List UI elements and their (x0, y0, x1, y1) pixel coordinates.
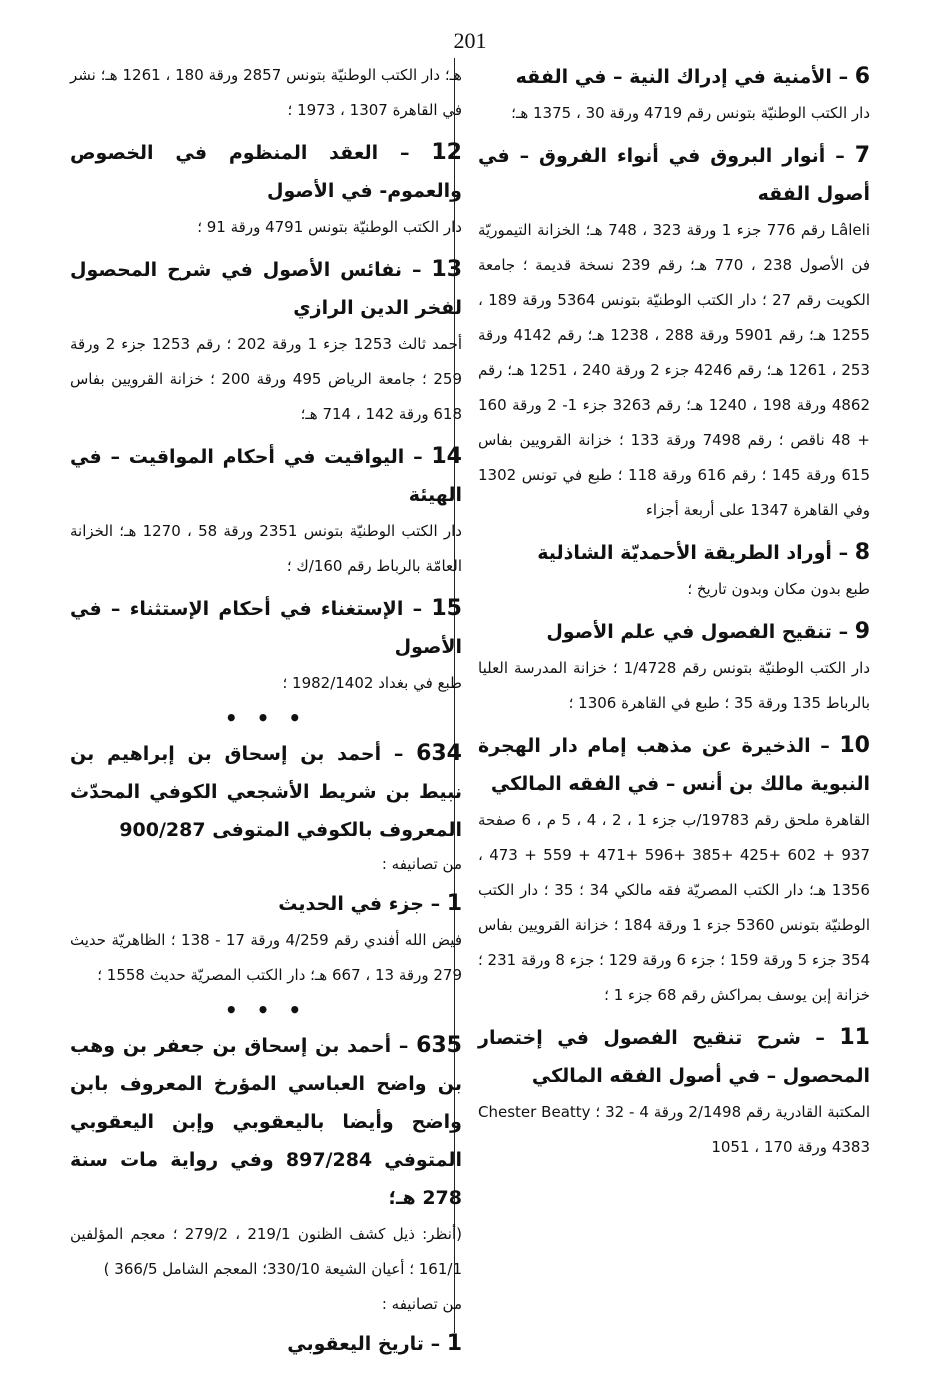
entry-heading: 7 – أنوار البروق في أنواء الفروق – في أصول الفقه (478, 143, 870, 205)
entry-body: دار الكتب الوطنيّة بتونس رقم 4719 ورقة 30 ، 1375 هـ؛ (511, 104, 870, 122)
entry-11 (478, 1019, 870, 1165)
entry-7 (478, 137, 870, 528)
entry-heading: 15 – الإستغناء في أحكام الإستثناء – في الأصول (70, 596, 462, 658)
entry-12 (70, 134, 462, 245)
entry-body: فيض الله أفندي رقم 4/259 ورقة 17 - 138 ؛ الظاهريّة حديث 279 ورقة 13 ، 667 هـ؛ دار الكتب المصريّة حديث 1558 ؛ (70, 931, 462, 984)
entry-number: 11 (839, 1025, 870, 1050)
entry-heading: 6 – الأمنية في إدراك النية – في الفقه (515, 64, 870, 89)
entry-title: تاريخ اليعقوبي (287, 1333, 424, 1355)
entry-body: دار الكتب الوطنيّة بتونس 2351 ورقة 58 ، 1270 هـ؛ الخزانة العامّة بالرباط رقم 160/ك ؛ (70, 522, 462, 575)
entry-body: هـ؛ دار الكتب الوطنيّة بتونس 2857 ورقة 180 ، 1261 هـ؛ نشر في القاهرة 1307 ، 1973 ؛ (70, 66, 462, 119)
entry-8 (478, 534, 870, 607)
section-separator: • • • (224, 706, 308, 730)
entry-body: دار الكتب الوطنيّة بتونس رقم 1/4728 ؛ خزانة المدرسة العليا بالرباط 135 ورقة 35 ؛ طبع في القاهرة 1306 ؛ (478, 659, 871, 712)
entry-body: طبع بدون مكان وبدون تاريخ ؛ (687, 580, 870, 598)
author-634 (70, 735, 462, 879)
entry-14 (70, 438, 462, 584)
entry-title: تنقيح الفصول في علم الأصول (546, 621, 832, 643)
entry-10 (478, 727, 870, 1013)
works-label: من تصانيفه : (381, 855, 462, 873)
entry-13 (70, 251, 462, 432)
entry-title: الأمنية في إدراك النية – في الفقه (515, 66, 832, 88)
entry-6 (478, 58, 870, 131)
entry-number: 12 (431, 140, 462, 165)
entry-635-1 (70, 1325, 462, 1363)
entry-continuation (70, 58, 462, 128)
section-separator: • • • (224, 998, 308, 1022)
entry-heading: 12 – العقد المنظوم في الخصوص والعموم- في الأصول (70, 140, 462, 202)
author-heading: 634 – أحمد بن إسحاق بن إبراهيم بن نبيط بن شريط الأشجعي الكوفي المحدّث المعروف بالكوفي المتوفى 900/287 (70, 741, 462, 841)
works-label: من تصانيفه : (381, 1295, 462, 1313)
entry-number: 14 (431, 444, 462, 469)
entry-title: اليواقيت في أحكام المواقيت – في الهيئة (70, 446, 462, 506)
entry-body: Lâleli رقم 776 جزء 1 ورقة 323 ، 748 هـ؛ الخزانة التيموريّة فن الأصول 238 ، 770 هـ؛ رقم 239 نسخة قديمة ؛ جامعة الكويت رقم 27 ؛ دار الكتب الوطنيّة بتونس 5364 ورقة 189 ، 1255 هـ؛ رقم 5901 ورقة 288 ، 1238 هـ؛ رقم 4142 ورقة 253 ، 1261 هـ؛ رقم 4246 جزء 2 ورقة 240 ، 1251 هـ؛ رقم 4862 ورقة 198 ، 1240 هـ؛ رقم 3263 جزء 1- 2 ورقة 160 + 48 ناقص ؛ رقم 7498 ورقة 133 ؛ خزانة القرويين بفاس 615 ورقة 145 ؛ رقم 616 ورقة 118 ؛ طبع في تونس 1302 وفي القاهرة 1347 على أربعة أجزاء (478, 221, 870, 519)
entry-body: المكتبة القادرية رقم 2/1498 ورقة 4 - 32 ؛ Chester Beatty 4383 ورقة 170 ، 1051 (478, 1103, 870, 1156)
author-heading: 635 – أحمد بن إسحاق بن جعفر بن وهب بن واضح العباسي المؤرخ المعروف بابن واضح وأيضا باليعقوبي وإبن اليعقوبي المتوفي 897/284 وفي رواية مات سنة 278 هـ؛ (70, 1033, 462, 1209)
entry-heading: 8 – أوراد الطريقة الأحمديّة الشاذلية (537, 540, 870, 565)
entry-number: 10 (839, 733, 870, 758)
entry-heading: 9 – تنقيح الفصول في علم الأصول (546, 619, 870, 644)
entry-15 (70, 590, 462, 701)
entry-title: الإستغناء في أحكام الإستثناء – في الأصول (70, 598, 462, 658)
author-number: 635 (416, 1033, 462, 1058)
entry-number: 13 (431, 257, 463, 282)
entry-title: جزء في الحديث (278, 893, 424, 915)
author-references: (أنظر: ذيل كشف الظنون 219/1 ، 279/2 ؛ معجم المؤلفين 161/1 ؛ أعيان الشيعة 330/10؛ المعجم الشامل 366/5 ) (70, 1225, 462, 1278)
author-name: أحمد بن إسحاق بن إبراهيم بن نبيط بن شريط الأشجعي الكوفي المحدّث المعروف بالكوفي المتوفى 900/287 (70, 743, 462, 841)
page-number: 201 (453, 28, 487, 53)
entry-number: 1 (446, 891, 462, 916)
entry-number: 1 (446, 1331, 462, 1356)
entry-number: 6 (854, 64, 870, 89)
entry-634-1 (70, 885, 462, 993)
entry-number: 15 (431, 596, 462, 621)
author-number: 634 (416, 741, 462, 766)
entry-heading: 1 – تاريخ اليعقوبي (287, 1331, 462, 1356)
entry-title: نفائس الأصول في شرح المحصول لفخر الدين الرازي (70, 259, 462, 319)
entry-body: طبع في بغداد 1982/1402 ؛ (282, 674, 462, 692)
entry-heading: 13 – نفائس الأصول في شرح المحصول لفخر الدين الرازي (70, 257, 463, 319)
entry-heading: 11 – شرح تنقيح الفصول في إختصار المحصول – في أصول الفقه المالكي (478, 1025, 870, 1087)
right-column (478, 58, 870, 1171)
entry-heading: 1 – جزء في الحديث (278, 891, 462, 916)
entry-number: 7 (854, 143, 870, 168)
entry-heading: 10 – الذخيرة عن مذهب إمام دار الهجرة النبوية مالك بن أنس – في الفقه المالكي (478, 733, 870, 795)
entry-body: القاهرة ملحق رقم 19783/ب جزء 1 ، 2 ، 4 ، 5 م ، 6 صفحة 937 + 602 +425 +385 +596 +471 + 559 + 473 ، 1356 هـ؛ دار الكتب المصريّة فقه مالكي 34 ؛ 35 ؛ دار الكتب الوطنيّة بتونس 5360 جزء 1 ورقة 184 ؛ خزانة القرويين بفاس 354 جزء 5 ورقة 159 ؛ جزء 6 ورقة 129 ؛ جزء 8 ورقة 231 ؛ خزانة إبن يوسف بمراكش رقم 68 جزء 1 ؛ (477, 811, 871, 1004)
entry-body: أحمد ثالث 1253 جزء 1 ورقة 202 ؛ رقم 1253 جزء 2 ورقة 259 ؛ جامعة الرياض 495 ورقة 200 ؛ خزانة القرويين بفاس 618 ورقة 142 ، 714 هـ؛ (70, 335, 463, 423)
entry-title: العقد المنظوم في الخصوص والعموم- في الأصول (70, 142, 462, 202)
entry-body: دار الكتب الوطنيّة بتونس 4791 ورقة 91 ؛ (197, 218, 462, 236)
author-name: أحمد بن إسحاق بن جعفر بن وهب بن واضح العباسي المؤرخ المعروف بابن واضح وأيضا باليعقوبي وإبن اليعقوبي المتوفي 897/284 وفي رواية مات سنة 278 هـ؛ (70, 1035, 462, 1209)
entry-title: أوراد الطريقة الأحمديّة الشاذلية (537, 542, 832, 564)
entry-title: الذخيرة عن مذهب إمام دار الهجرة النبوية مالك بن أنس – في الفقه المالكي (478, 735, 870, 795)
left-column (70, 58, 462, 1369)
entry-title: أنوار البروق في أنواء الفروق – في أصول الفقه (478, 145, 870, 205)
entry-number: 9 (854, 619, 870, 644)
entry-number: 8 (854, 540, 870, 565)
entry-heading: 14 – اليواقيت في أحكام المواقيت – في الهيئة (70, 444, 462, 506)
author-635 (70, 1027, 462, 1319)
entry-title: شرح تنقيح الفصول في إختصار المحصول – في أصول الفقه المالكي (478, 1027, 870, 1087)
entry-9 (478, 613, 870, 721)
